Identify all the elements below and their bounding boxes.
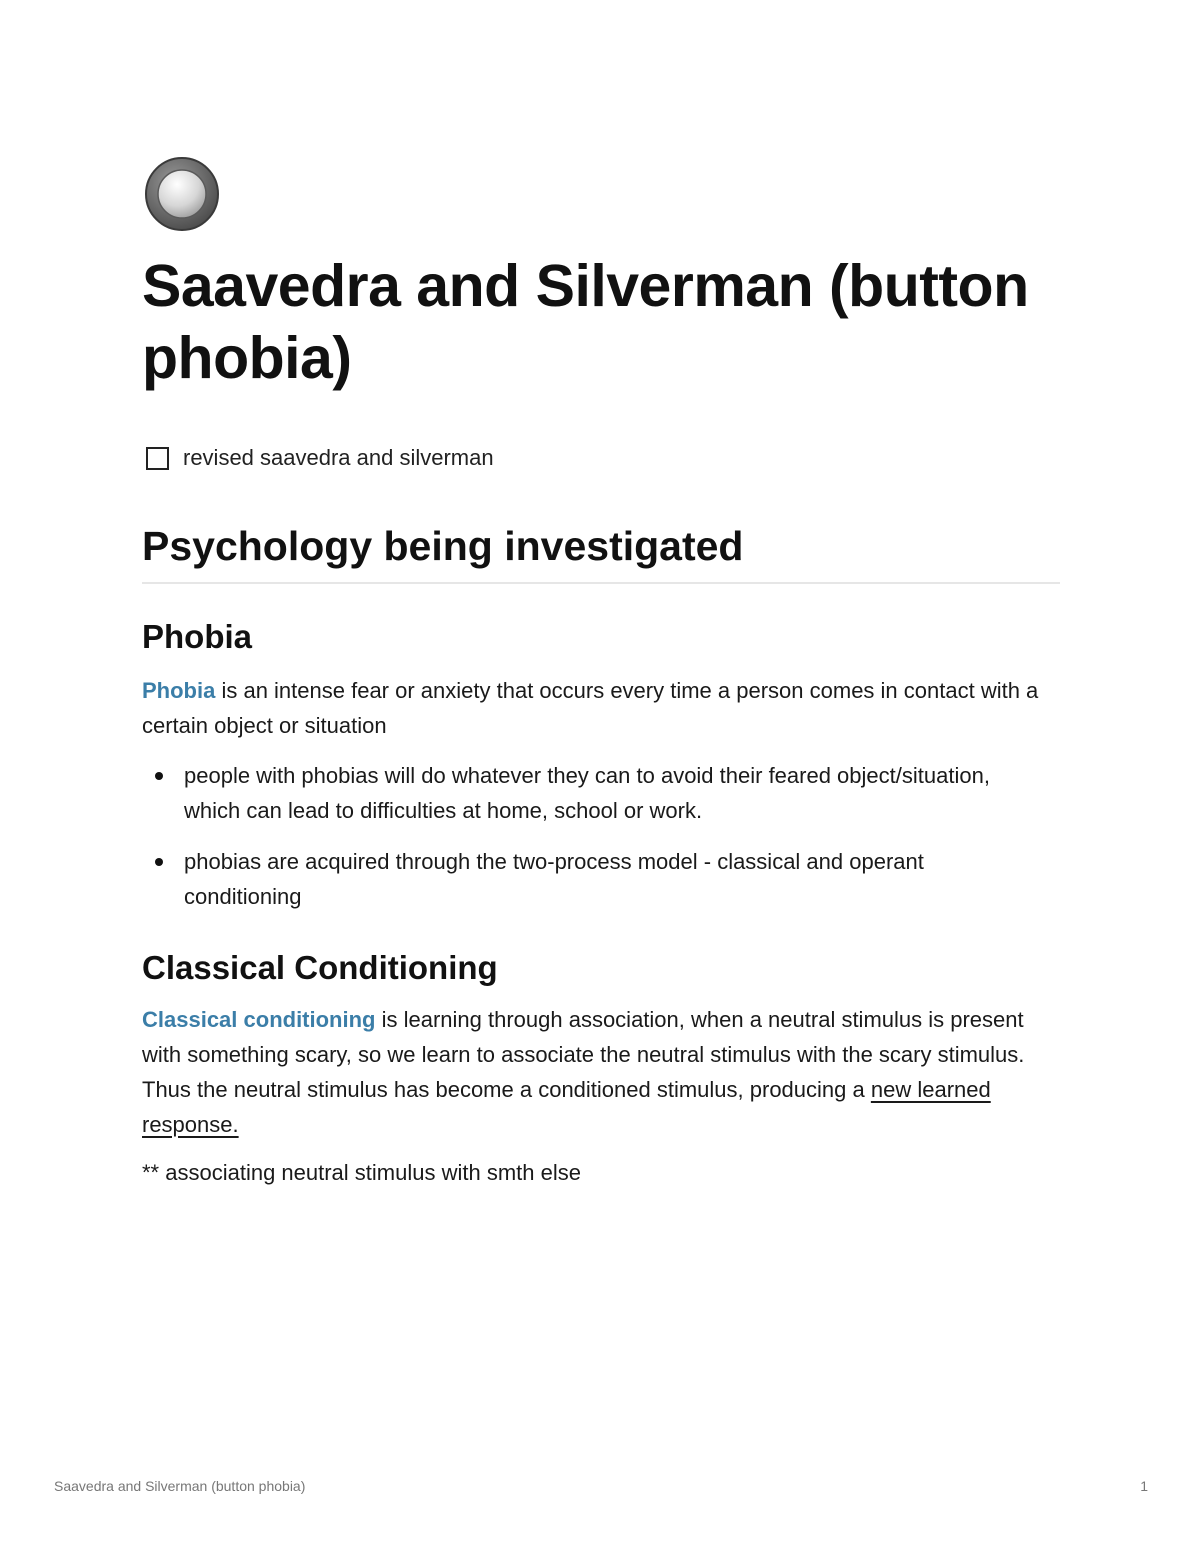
classical-conditioning-term: Classical conditioning bbox=[142, 1007, 376, 1032]
section-heading: Psychology being investigated bbox=[142, 520, 1060, 584]
todo-checkbox[interactable] bbox=[146, 447, 169, 470]
classical-conditioning-note: ** associating neutral stimulus with smth else bbox=[142, 1160, 581, 1185]
page-title: Saavedra and Silverman (button phobia) bbox=[142, 253, 1029, 391]
classical-conditioning-heading: Classical Conditioning bbox=[142, 949, 498, 986]
phobia-bullet-list bbox=[142, 758, 1042, 914]
classical-conditioning-definition bbox=[142, 1002, 1042, 1142]
classical-conditioning-definition-text: is learning through association, when a neutral stimulus is present with something scary, so we learn to associate the neutral stimulus with the scary stimulus. Thus the neutral stimulus has become a conditioned stimulus, producing a bbox=[142, 1007, 1025, 1102]
phobia-definition bbox=[142, 673, 1042, 743]
phobia-term: Phobia bbox=[142, 678, 216, 703]
todo-item[interactable] bbox=[146, 442, 494, 474]
list-item: phobias are acquired through the two-process model - classical and operant conditioning bbox=[142, 844, 1042, 914]
footer-page-number: 1 bbox=[1140, 1478, 1148, 1494]
todo-label: revised saavedra and silverman bbox=[183, 445, 494, 470]
phobia-heading: Phobia bbox=[142, 618, 253, 655]
underlined-phrase: new learned response. bbox=[142, 1077, 991, 1137]
footer-title: Saavedra and Silverman (button phobia) bbox=[54, 1478, 306, 1494]
phobia-definition-text: is an intense fear or anxiety that occurs every time a person comes in contact with a certain object or situation bbox=[142, 678, 1039, 738]
list-item: people with phobias will do whatever they can to avoid their feared object/situation, which can lead to difficulties at home, school or work. bbox=[142, 758, 1042, 828]
radio-button-icon bbox=[144, 156, 220, 232]
